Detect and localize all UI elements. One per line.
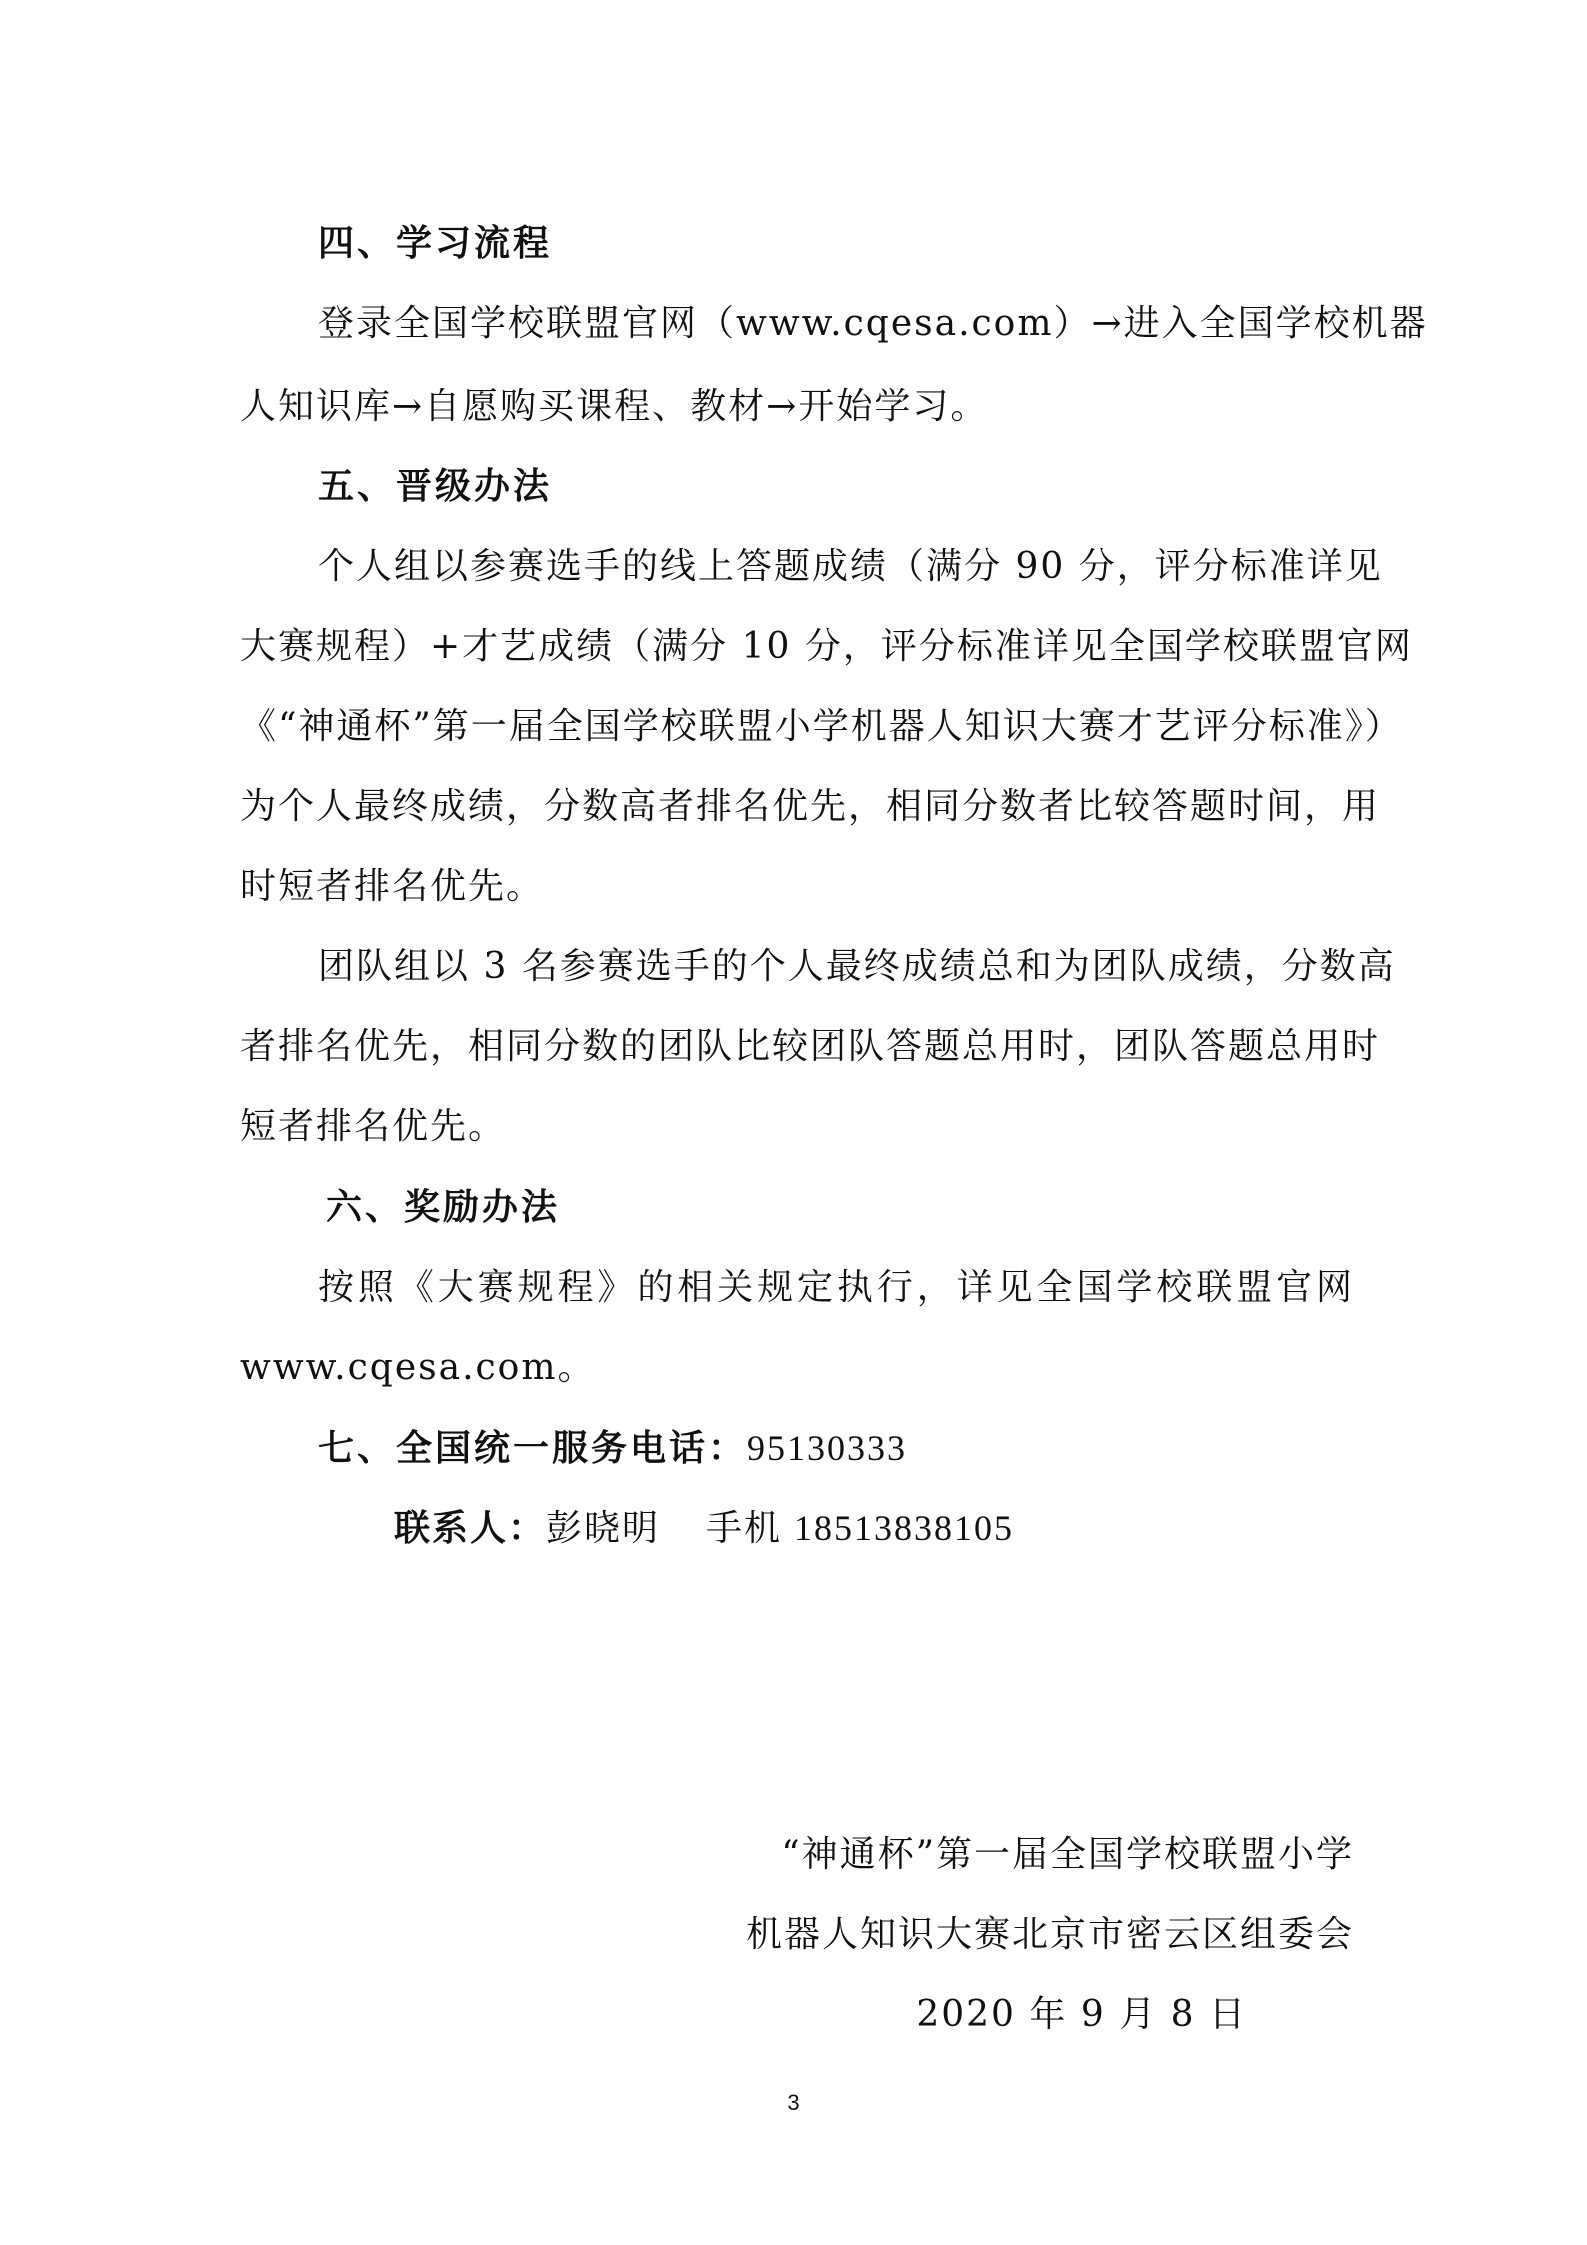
mobile-label: 手机 <box>706 1508 783 1549</box>
paragraph-line: 者排名优先，相同分数的团队比较团队答题总用时，团队答题总用时 <box>240 1026 1381 1067</box>
service-phone-line <box>318 1426 907 1471</box>
paragraph-line: 团队组以 3 名参赛选手的个人最终成绩总和为团队成绩，分数高 <box>318 946 1396 987</box>
paragraph-line: 时短者排名优先。 <box>240 866 545 907</box>
paragraph-line: 登录全国学校联盟官网（www.cqesa.com）→进入全国学校机器 <box>318 303 1428 344</box>
signature-date: 2020 年 9 月 8 日 <box>916 1994 1247 2035</box>
paragraph-line: 《“神通杯”第一届全国学校联盟小学机器人知识大赛才艺评分标准》） <box>240 706 1403 747</box>
service-phone-number: 95130333 <box>747 1428 908 1468</box>
section-heading-reward-method: 六、奖励办法 <box>326 1187 561 1228</box>
paragraph-line: 短者排名优先。 <box>240 1106 507 1147</box>
signature-organization-line-2: 机器人知识大赛北京市密云区组委会 <box>745 1914 1354 1955</box>
section-heading-service-phone: 七、全国统一服务电话： <box>318 1428 748 1469</box>
section-heading-promotion-method: 五、晋级办法 <box>318 466 553 507</box>
mobile-number: 18513838105 <box>794 1508 1015 1548</box>
paragraph-line: 为个人最终成绩，分数高者排名优先，相同分数者比较答题时间，用 <box>240 786 1381 827</box>
contact-label: 联系人： <box>394 1508 547 1549</box>
paragraph-line: 按照《大赛规程》的相关规定执行，详见全国学校联盟官网 <box>318 1267 1354 1308</box>
paragraph-line: www.cqesa.com。 <box>240 1347 596 1388</box>
paragraph-line: 人知识库→自愿购买课程、教材→开始学习。 <box>240 386 989 427</box>
contact-line <box>394 1506 1014 1551</box>
signature-organization-line-1: “神通杯”第一届全国学校联盟小学 <box>781 1834 1354 1875</box>
paragraph-line: 大赛规程）+才艺成绩（满分 10 分，评分标准详见全国学校联盟官网 <box>240 626 1413 667</box>
section-heading-study-process: 四、学习流程 <box>318 223 553 264</box>
page-number: 3 <box>787 2090 800 2115</box>
paragraph-line: 个人组以参赛选手的线上答题成绩（满分 90 分，评分标准详见 <box>318 546 1383 587</box>
contact-name: 彭晓明 <box>546 1508 661 1549</box>
